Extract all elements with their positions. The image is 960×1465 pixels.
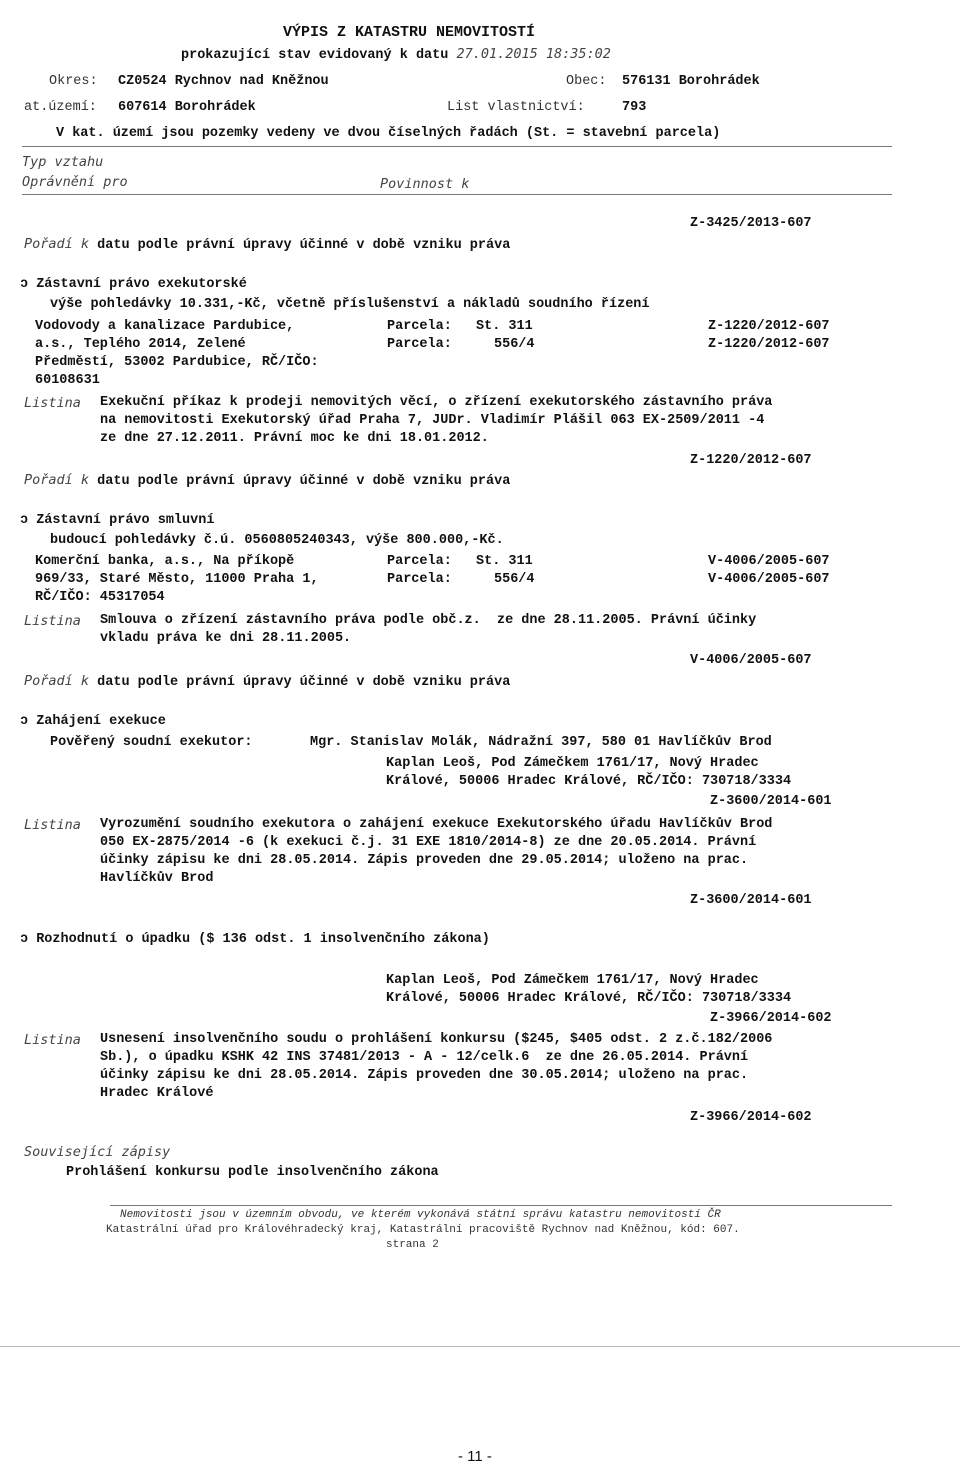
- entry-title-text: Zástavní právo smluvní: [36, 513, 215, 528]
- listina-label: Listina: [24, 1032, 81, 1048]
- entry-title-text: Zahájení exekuce: [36, 714, 166, 729]
- listina-line: Smlouva o zřízení zástavního práva podle obč.z. ze dne 28.11.2005. Právní účinky: [100, 613, 757, 628]
- parcel-label: Parcela:: [387, 554, 452, 569]
- footer-page: strana 2: [386, 1239, 439, 1251]
- listina-line: účinky zápisu ke dni 28.05.2014. Zápis proveden dne 30.05.2014; uloženo na prac.: [100, 1068, 749, 1083]
- bullet-icon: ͻ: [20, 277, 37, 292]
- entity-line: Předměstí, 53002 Pardubice, RČ/IČO:: [35, 355, 319, 370]
- parcel-ref: Z-1220/2012-607: [708, 337, 830, 352]
- listina-line: Usnesení insolvenčního soudu o prohlášení konkursu ($245, $405 odst. 2 z.č.182/2006: [100, 1032, 773, 1047]
- poradi-text: datu podle právní úpravy účinné v době vzniku práva: [97, 238, 511, 253]
- listina-line: 050 EX-2875/2014 -6 (k exekuci č.j. 31 EXE 1810/2014-8) ze dne 20.05.2014. Právní: [100, 835, 757, 850]
- entry-title-text: Rozhodnutí o úpadku ($ 136 odst. 1 insolvenčního zákona): [36, 932, 490, 947]
- parcel-ref: V-4006/2005-607: [708, 554, 830, 569]
- parcel-value: St. 311: [476, 554, 533, 569]
- parcel-value: 556/4: [494, 572, 535, 587]
- parcel-value: St. 311: [476, 319, 533, 334]
- entity-line: Vodovody a kanalizace Pardubice,: [35, 319, 295, 334]
- listina-line: na nemovitosti Exekutorský úřad Praha 7, JUDr. Vladimír Plášil 063 EX-2509/2011 -4: [100, 413, 765, 428]
- footer-line-1: Nemovitosti jsou v územním obvodu, ve kterém vykonává státní správu katastru nemovitostí ČR: [120, 1209, 721, 1221]
- page-number: - 11 -: [458, 1448, 492, 1465]
- extract-date: 27.01.2015 18:35:02: [456, 46, 611, 62]
- poradi-label: Pořadí k: [24, 472, 90, 488]
- entry-title: [20, 277, 247, 293]
- subtitle-text: prokazující stav evidovaný k datu: [181, 48, 449, 63]
- listina-line: účinky zápisu ke dni 28.05.2014. Zápis proveden dne 29.05.2014; uloženo na prac.: [100, 853, 749, 868]
- footer-line-2: Katastrální úřad pro Královéhradecký kraj, Katastrální pracoviště Rychnov nad Kněžnou, kód: 607.: [106, 1224, 740, 1236]
- entry-detail: budoucí pohledávky č.ú. 0560805240343, výše 800.000,-Kč.: [50, 533, 504, 548]
- parcel-series-note: V kat. území jsou pozemky vedeny ve dvou číselných řadách (St. = stavební parcela): [56, 126, 721, 141]
- entity-line: 969/33, Staré Město, 11000 Praha 1,: [35, 572, 319, 587]
- bullet-icon: ͻ: [20, 932, 37, 947]
- document-title: VÝPIS Z KATASTRU NEMOVITOSTÍ: [283, 24, 536, 41]
- entity-line: 60108631: [35, 373, 100, 388]
- poradi-row: [24, 673, 510, 691]
- listina-ref: Z-1220/2012-607: [690, 453, 812, 468]
- document-subtitle: [181, 46, 611, 64]
- listina-line: Sb.), o úpadku KSHK 42 INS 37481/2013 - A - 12/celk.6 ze dne 26.05.2014. Právní: [100, 1050, 749, 1065]
- listina-line: ze dne 27.12.2011. Právní moc ke dni 18.01.2012.: [100, 431, 489, 446]
- party-ref: Z-3966/2014-602: [710, 1011, 832, 1026]
- poradi-text: datu podle právní úpravy účinné v době vzniku práva: [97, 675, 511, 690]
- entry-title: [20, 714, 166, 730]
- role-value: Mgr. Stanislav Molák, Nádražní 397, 580 01 Havlíčkův Brod: [310, 735, 772, 750]
- party-line: Králové, 50006 Hradec Králové, RČ/IČO: 730718/3334: [386, 774, 792, 789]
- column-divider: [22, 194, 892, 195]
- uzemi-value: 607614 Borohrádek: [118, 100, 256, 115]
- listina-line: Vyrozumění soudního exekutora o zahájení exekuce Exekutorského úřadu Havlíčkův Brod: [100, 817, 773, 832]
- listina-ref: Z-3966/2014-602: [690, 1110, 812, 1125]
- listina-label: Listina: [24, 817, 81, 833]
- listina-label: Listina: [24, 613, 81, 629]
- parcel-ref: Z-1220/2012-607: [708, 319, 830, 334]
- poradi-row: [24, 472, 510, 490]
- obec-label: Obec:: [566, 74, 607, 89]
- parcel-label: Parcela:: [387, 319, 452, 334]
- listina-ref: Z-3600/2014-601: [690, 893, 812, 908]
- parcel-ref: V-4006/2005-607: [708, 572, 830, 587]
- poradi-ref: Z-3425/2013-607: [690, 216, 812, 231]
- poradi-label: Pořadí k: [24, 236, 90, 252]
- column-opravneni: Oprávnění pro: [22, 174, 128, 190]
- header-divider: [22, 146, 892, 147]
- listina-line: Exekuční příkaz k prodeji nemovitých věcí, o zřízení exekutorského zástavního práva: [100, 395, 773, 410]
- column-typ-vztahu: Typ vztahu: [22, 154, 104, 170]
- related-text: Prohlášení konkursu podle insolvenčního zákona: [66, 1165, 439, 1180]
- entry-detail: výše pohledávky 10.331,-Kč, včetně příslušenství a nákladů soudního řízení: [50, 297, 650, 312]
- obec-value: 576131 Borohrádek: [622, 74, 760, 89]
- bullet-icon: ͻ: [20, 513, 37, 528]
- parcel-value: 556/4: [494, 337, 535, 352]
- entry-title-text: Zástavní právo exekutorské: [36, 277, 247, 292]
- uzemi-label: at.území:: [24, 100, 97, 115]
- bullet-icon: ͻ: [20, 714, 37, 729]
- lv-label: List vlastnictví:: [447, 100, 585, 115]
- footer-divider: [110, 1205, 892, 1206]
- poradi-text: datu podle právní úpravy účinné v době vzniku práva: [97, 474, 511, 489]
- party-line: Králové, 50006 Hradec Králové, RČ/IČO: 730718/3334: [386, 991, 792, 1006]
- party-line: Kaplan Leoš, Pod Zámečkem 1761/17, Nový Hradec: [386, 973, 759, 988]
- lv-value: 793: [622, 100, 647, 115]
- poradi-row: [24, 236, 510, 254]
- entry-title: [20, 513, 214, 529]
- role-label: Pověřený soudní exekutor:: [50, 735, 253, 750]
- entry-title: [20, 932, 490, 948]
- listina-ref: V-4006/2005-607: [690, 653, 812, 668]
- parcel-label: Parcela:: [387, 572, 452, 587]
- entity-line: Komerční banka, a.s., Na příkopě: [35, 554, 295, 569]
- listina-line: Havlíčkův Brod: [100, 871, 214, 886]
- entity-line: RČ/IČO: 45317054: [35, 590, 165, 605]
- poradi-label: Pořadí k: [24, 673, 90, 689]
- party-line: Kaplan Leoš, Pod Zámečkem 1761/17, Nový Hradec: [386, 756, 759, 771]
- parcel-label: Parcela:: [387, 337, 452, 352]
- scan-edge-line: [0, 1346, 960, 1347]
- party-ref: Z-3600/2014-601: [710, 794, 832, 809]
- listina-line: vkladu práva ke dni 28.11.2005.: [100, 631, 352, 646]
- okres-label: Okres:: [49, 74, 98, 89]
- listina-label: Listina: [24, 395, 81, 411]
- listina-line: Hradec Králové: [100, 1086, 214, 1101]
- related-label: Související zápisy: [24, 1144, 171, 1160]
- column-povinnost: Povinnost k: [380, 176, 470, 192]
- okres-value: CZ0524 Rychnov nad Kněžnou: [118, 74, 329, 89]
- entity-line: a.s., Teplého 2014, Zelené: [35, 337, 246, 352]
